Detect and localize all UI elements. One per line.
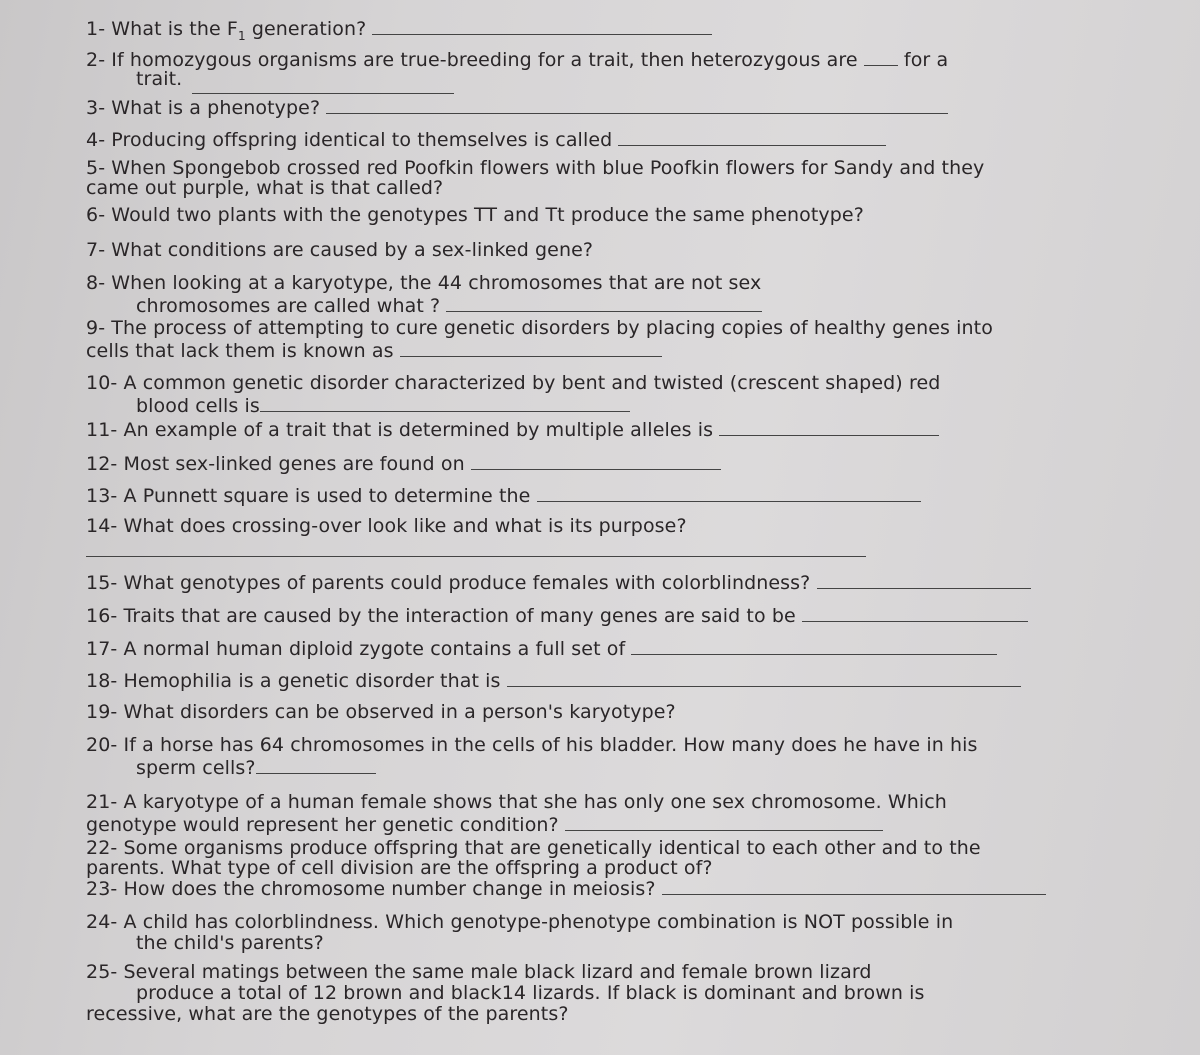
question-1	[86, 17, 712, 47]
q15-text: What genotypes of parents could produce females with colorblindness?	[123, 572, 811, 594]
q16-answer-blank[interactable]	[802, 604, 1028, 622]
q12-text: Most sex-linked genes are found on	[123, 453, 465, 475]
q12-answer-blank[interactable]	[471, 452, 721, 470]
question-15	[86, 571, 1031, 594]
q23-text: How does the chromosome number change in meiosis?	[123, 878, 656, 900]
q16-text: Traits that are caused by the interaction of many genes are said to be	[123, 605, 796, 627]
question-11	[86, 418, 939, 441]
q25-line3: recessive, what are the genotypes of the parents?	[86, 1003, 569, 1025]
q18-number: 18-	[86, 670, 118, 692]
q14-number: 14-	[86, 515, 118, 537]
question-3	[86, 96, 948, 119]
question-6	[86, 205, 864, 226]
q8-number: 8-	[86, 272, 106, 294]
question-25	[86, 962, 925, 1025]
q9-line2	[86, 339, 993, 362]
question-17	[86, 637, 997, 660]
q6-number: 6-	[86, 204, 106, 226]
q20-line1: If a horse has 64 chromosomes in the cells of his bladder. How many does he have in his	[123, 734, 978, 756]
q22-line2: parents. What type of cell division are the offspring a product of?	[86, 857, 713, 879]
q20-line2	[86, 756, 978, 779]
q22-line1: Some organisms produce offspring that are genetically identical to each other and to the	[123, 837, 981, 859]
q10-line2	[86, 394, 940, 417]
q1-number: 1-	[86, 18, 106, 40]
q10-answer-blank[interactable]	[260, 394, 630, 412]
q4-answer-blank[interactable]	[618, 128, 886, 146]
q3-number: 3-	[86, 97, 106, 119]
q20-number: 20-	[86, 734, 118, 756]
q13-answer-blank[interactable]	[537, 484, 921, 502]
q23-answer-blank[interactable]	[662, 877, 1046, 895]
q17-number: 17-	[86, 638, 118, 660]
q8-line2	[86, 294, 762, 317]
q24-number: 24-	[86, 911, 118, 933]
q9-line2-text: cells that lack them is known as	[86, 340, 394, 362]
q2-line1: If homozygous organisms are true-breeding for a trait, then heterozygous are	[111, 49, 858, 71]
question-2	[86, 48, 948, 89]
q14-text: What does crossing-over look like and what is its purpose?	[123, 515, 687, 537]
q2-line2-text: trait.	[136, 68, 183, 90]
q9-answer-blank[interactable]	[400, 339, 662, 357]
q24-line2: the child's parents?	[136, 932, 324, 954]
q1-text: What is the F	[111, 18, 238, 40]
question-20	[86, 735, 978, 779]
q2-tail: for a	[903, 49, 949, 71]
question-18	[86, 669, 1021, 692]
question-19	[86, 702, 676, 723]
q25-number: 25-	[86, 961, 118, 983]
q2-line2	[86, 70, 948, 89]
q9-number: 9-	[86, 317, 106, 339]
question-9	[86, 318, 993, 362]
q13-number: 13-	[86, 485, 118, 507]
question-5	[86, 158, 984, 198]
q11-text: An example of a trait that is determined by multiple alleles is	[123, 419, 714, 441]
q3-answer-blank[interactable]	[326, 96, 948, 114]
q5-line1: When Spongebob crossed red Poofkin flowers with blue Poofkin flowers for Sandy and they	[111, 157, 985, 179]
q25-line2: produce a total of 12 brown and black14 lizards. If black is dominant and brown is	[136, 982, 925, 1004]
q18-answer-blank[interactable]	[507, 669, 1021, 687]
q18-text: Hemophilia is a genetic disorder that is	[123, 670, 501, 692]
q20-answer-blank[interactable]	[256, 756, 376, 774]
q17-answer-blank[interactable]	[631, 637, 997, 655]
q10-number: 10-	[86, 372, 118, 394]
q10-line1: A common genetic disorder characterized by bent and twisted (crescent shaped) red	[123, 372, 941, 394]
q3-text: What is a phenotype?	[111, 97, 321, 119]
q13-text: A Punnett square is used to determine the	[123, 485, 531, 507]
question-7	[86, 240, 593, 261]
q1-text-after: generation?	[245, 18, 367, 40]
q16-number: 16-	[86, 605, 118, 627]
q17-text: A normal human diploid zygote contains a full set of	[123, 638, 626, 660]
question-22	[86, 838, 981, 878]
q11-answer-blank[interactable]	[719, 418, 939, 436]
q9-line1: The process of attempting to cure genetic disorders by placing copies of healthy genes into	[111, 317, 993, 339]
question-16	[86, 604, 1028, 627]
q22-number: 22-	[86, 837, 118, 859]
q14-answer-line[interactable]	[86, 556, 866, 557]
question-10	[86, 373, 940, 417]
q25-line1: Several matings between the same male black lizard and female brown lizard	[123, 961, 872, 983]
q4-number: 4-	[86, 129, 106, 151]
q5-number: 5-	[86, 157, 106, 179]
q23-number: 23-	[86, 878, 118, 900]
question-8	[86, 273, 762, 317]
q15-number: 15-	[86, 572, 118, 594]
q8-line1: When looking at a karyotype, the 44 chromosomes that are not sex	[111, 272, 762, 294]
q7-text: What conditions are caused by a sex-linked gene?	[111, 239, 594, 261]
q2-answer-blank[interactable]	[864, 48, 898, 66]
q11-number: 11-	[86, 419, 118, 441]
q20-line2-text: sperm cells?	[136, 757, 256, 779]
q6-text: Would two plants with the genotypes TT and Tt produce the same phenotype?	[111, 204, 864, 226]
q12-number: 12-	[86, 453, 118, 475]
q19-number: 19-	[86, 701, 118, 723]
question-4	[86, 128, 886, 151]
question-23	[86, 877, 1046, 900]
q24-line1: A child has colorblindness. Which genotype-phenotype combination is NOT possible in	[123, 911, 954, 933]
q8-line2-text: chromosomes are called what ?	[136, 295, 441, 317]
q2-number: 2-	[86, 49, 106, 71]
q21-line2	[86, 813, 947, 836]
q21-line2-text: genotype would represent her genetic condition?	[86, 814, 559, 836]
q8-answer-blank[interactable]	[446, 294, 762, 312]
q4-text: Producing offspring identical to themselves is called	[111, 129, 613, 151]
q21-answer-blank[interactable]	[565, 813, 883, 831]
q5-line2: came out purple, what is that called?	[86, 177, 444, 199]
question-24	[86, 912, 953, 954]
q19-text: What disorders can be observed in a person's karyotype?	[123, 701, 676, 723]
q15-answer-blank[interactable]	[817, 571, 1031, 589]
q21-line1: A karyotype of a human female shows that she has only one sex chromosome. Which	[123, 791, 947, 813]
q2-answer-line[interactable]	[192, 93, 454, 94]
question-14	[86, 516, 687, 537]
q7-number: 7-	[86, 239, 106, 261]
q21-number: 21-	[86, 791, 118, 813]
question-13	[86, 484, 921, 507]
question-21	[86, 792, 947, 836]
q10-line2-text: blood cells is	[136, 395, 260, 417]
q1-answer-blank[interactable]	[372, 17, 712, 35]
question-12	[86, 452, 721, 475]
q1-subscript: 1	[237, 28, 246, 43]
